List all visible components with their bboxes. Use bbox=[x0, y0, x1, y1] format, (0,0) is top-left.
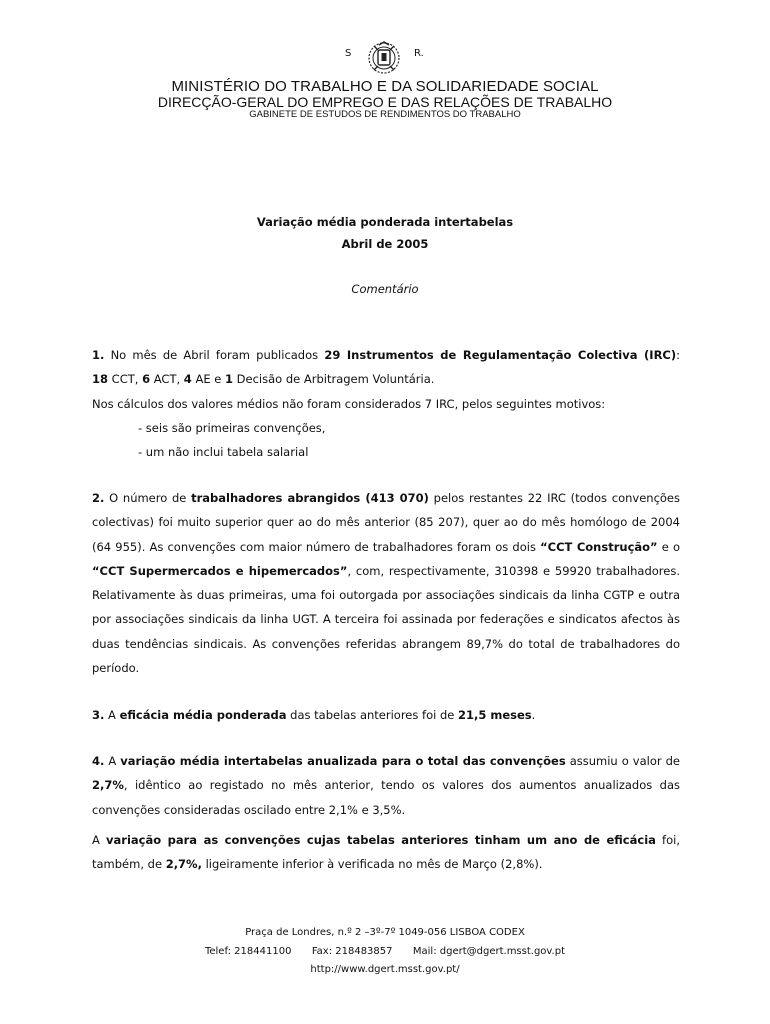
footer-email: Mail: dgert@dgert.msst.gov.pt bbox=[412, 946, 566, 957]
bullet-item-2: - um não inclui tabela salarial bbox=[138, 445, 309, 460]
seal-left-letter: S bbox=[345, 48, 352, 59]
directorate-name: DIRECÇÃO-GERAL DO EMPREGO E DAS RELAÇÕES DE TRABALHO bbox=[157, 94, 613, 110]
ministry-name: MINISTÉRIO DO TRABALHO E DA SOLIDARIEDADE SOCIAL bbox=[171, 78, 599, 95]
paragraph-5: A variação para as convenções cujas tabelas anteriores tinham um ano de eficácia foi, também, de 2,7%, ligeiramente inferior à verificada no mês de Março (2,8%). bbox=[92, 833, 680, 872]
office-name: GABINETE DE ESTUDOS DE RENDIMENTOS DO TRABALHO bbox=[249, 109, 521, 120]
bullet-item-1: - seis são primeiras convenções, bbox=[138, 420, 326, 435]
paragraph-2: 2. O número de trabalhadores abrangidos (413 070) pelos restantes 22 IRC (todos convenções colectivas) foi muito superior quer ao do mês anterior (85 207), quer ao do mês homólogo de 2004 (64 955). As convenções com maior número de trabalhadores foram os dois “CCT Construção” e o “CCT Supermercados e hipemercados”, com, respectivamente, 310398 e 59920 trabalhadores. Relativamente às duas primeiras, uma foi outorgada por associações sindicais da linha CGTP e outra por associações sindicais da linha UGT. A terceira foi assinada por federações e sindicatos afectos às duas tendências sindicais. As convenções referidas abrangem 89,7% do total de trabalhadores do período. bbox=[92, 491, 680, 676]
section-heading: Comentário bbox=[351, 282, 419, 296]
paragraph-3: 3. A eficácia média ponderada das tabelas anteriores foi de 21,5 meses. bbox=[92, 708, 536, 722]
paragraph-4: 4. A variação média intertabelas anualizada para o total das convenções assumiu o valor de 2,7%, idêntico ao registado no mês anterior, tendo os valores dos aumentos anualizados das convenções consideradas oscilado entre 2,1% e 3,5%. bbox=[92, 754, 680, 817]
paragraph-1 bbox=[92, 343, 680, 464]
footer-address: Praça de Londres, n.º 2 –3º-7º 1049-056 LISBOA CODEX bbox=[245, 927, 525, 938]
paragraph-1-line-2: 18 CCT, 6 ACT, 4 AE e 1 Decisão de Arbitragem Voluntária. bbox=[92, 372, 435, 387]
footer-fax: Fax: 218483857 bbox=[311, 946, 393, 957]
footer-contacts bbox=[0, 946, 770, 957]
paragraph-1-line-3: Nos cálculos dos valores médios não foram considerados 7 IRC, pelos seguintes motivos: bbox=[92, 396, 606, 411]
paragraph-1-line-1: 1. No mês de Abril foram publicados 29 Instrumentos de Regulamentação Colectiva (IRC): bbox=[92, 348, 681, 362]
document-title: Variação média ponderada intertabelas bbox=[256, 215, 514, 229]
seal-right-letter: R. bbox=[414, 48, 424, 59]
coat-of-arms-icon bbox=[366, 40, 402, 76]
document-period: Abril de 2005 bbox=[341, 237, 429, 251]
footer-url: http://www.dgert.msst.gov.pt/ bbox=[310, 964, 460, 975]
letterhead-seal bbox=[0, 40, 770, 76]
footer-phone: Telef: 218441100 bbox=[204, 946, 292, 957]
